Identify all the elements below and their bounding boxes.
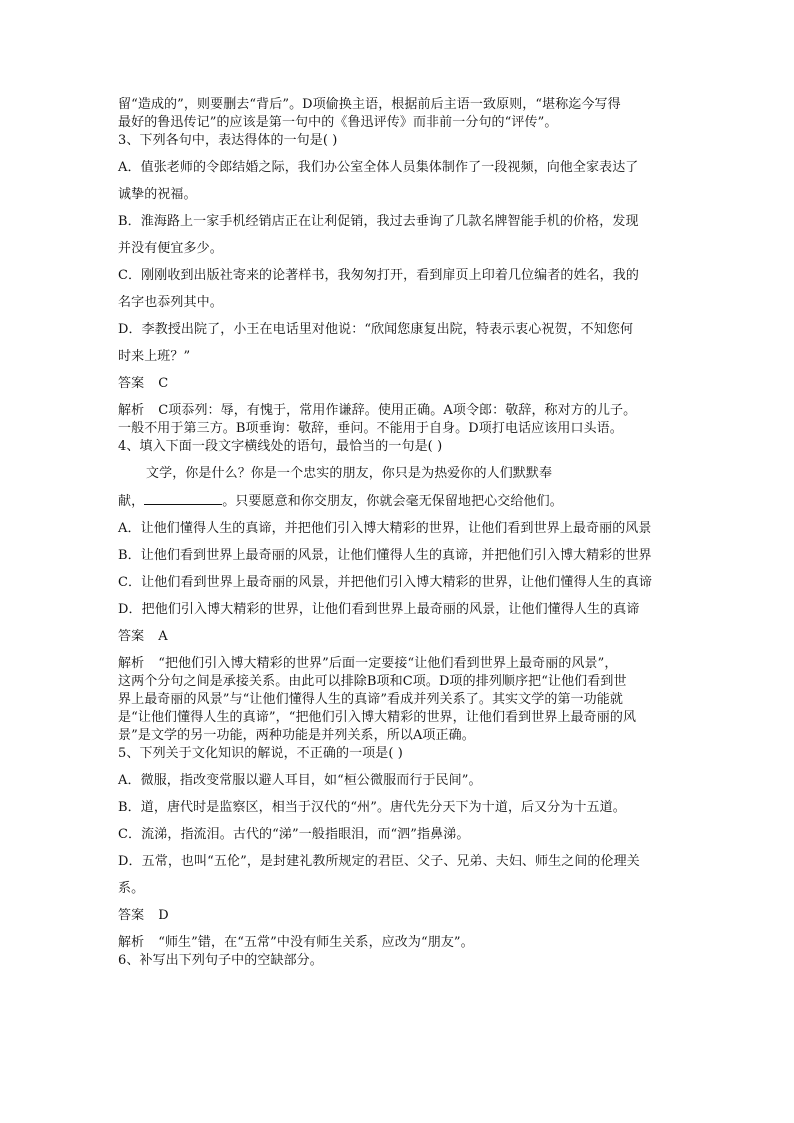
continued-explanation-line-2: 最好的鲁迅传记”的应该是第一句中的《鲁迅评传》而非前一分句的“评传”。 bbox=[118, 115, 558, 130]
q5-option-d-line-1: D．五常，也叫“五伦”，是封建礼教所规定的君臣、父子、兄弟、夫妇、师生之间的伦理关 bbox=[118, 854, 640, 869]
answer-label: 答案 bbox=[118, 908, 145, 923]
q4-option-b: B．让他们看到世界上最奇丽的风景，让他们懂得人生的真谛，并把他们引入博大精彩的世界 bbox=[118, 548, 652, 563]
passage-prefix: 献， bbox=[118, 494, 145, 509]
answer-value: A bbox=[158, 629, 168, 644]
q3-option-b-line-1: B．淮海路上一家手机经销店正在让利促销，我过去垂询了几款名牌智能手机的价格，发现 bbox=[118, 214, 639, 229]
q4-explanation-line-4: 是“让他们懂得人生的真谛”，“把他们引入博大精彩的世界，让他们看到世界上最奇丽的风 bbox=[118, 710, 637, 725]
q5-answer bbox=[118, 907, 678, 925]
explanation-label: 解析 bbox=[118, 935, 145, 950]
q5-explanation-line-1 bbox=[118, 934, 678, 952]
q4-option-d: D．把他们引入博大精彩的世界，让他们看到世界上最奇丽的风景，让他们懂得人生的真谛 bbox=[118, 602, 640, 617]
q4-option-c: C．让他们看到世界上最奇丽的风景，并把他们引入博大精彩的世界，让他们懂得人生的真谛 bbox=[118, 575, 653, 590]
q3-explanation-line-2: 一般不用于第三方。B项垂询：敬辞，垂问。不能用于自身。D项打电话应该用口头语。 bbox=[118, 421, 623, 436]
q4-explanation-line-3: 界上最奇丽的风景”与“让他们懂得人生的真谛”看成并列关系了。其实文学的第一功能就 bbox=[118, 692, 623, 707]
q3-option-a-line-2: 诚挚的祝福。 bbox=[118, 187, 197, 202]
q3-option-d-line-1: D．李教授出院了，小王在电话里对他说：“欣闻您康复出院，特表示衷心祝贺，不知您何 bbox=[118, 322, 634, 337]
document-page bbox=[118, 96, 678, 970]
q4-option-a: A．让他们懂得人生的真谛，并把他们引入博大精彩的世界，让他们看到世界上最奇丽的风景 bbox=[118, 521, 652, 536]
q5-option-a: A．微服，指改变常服以避人耳目，如“桓公微服而行于民间”。 bbox=[118, 773, 482, 788]
explanation-label: 解析 bbox=[118, 403, 145, 418]
fill-in-blank bbox=[144, 492, 222, 505]
question-5-stem: 5、下列关于文化知识的解说，不正确的一项是( ) bbox=[118, 746, 403, 761]
passage-suffix: 。只要愿意和你交朋友，你就会毫无保留地把心交给他们。 bbox=[222, 494, 563, 509]
answer-value: C bbox=[158, 376, 169, 391]
explanation-label: 解析 bbox=[118, 656, 145, 671]
q5-option-d-line-2: 系。 bbox=[118, 881, 145, 896]
answer-value: D bbox=[158, 908, 169, 923]
q3-option-c-line-1: C．刚刚收到出版社寄来的论著样书，我匆匆打开，看到扉页上印着几位编者的姓名，我的 bbox=[118, 268, 639, 283]
q4-explanation-line-5: 景”是文学的另一功能，两种功能是并列关系，所以A项正确。 bbox=[118, 728, 475, 743]
q3-answer bbox=[118, 375, 678, 393]
q3-explanation-line-1 bbox=[118, 402, 678, 420]
q5-option-c: C．流涕，指流泪。古代的“涕”一般指眼泪，而“泗”指鼻涕。 bbox=[118, 827, 470, 842]
question-4-stem: 4、填入下面一段文字横线处的语句，最恰当的一句是( ) bbox=[118, 439, 443, 454]
explanation-text: C项忝列：辱，有愧于，常用作谦辞。使用正确。A项令郎：敬辞，称对方的儿子。 bbox=[158, 403, 637, 418]
q4-passage-line-2 bbox=[118, 492, 678, 511]
question-3-stem: 3、下列各句中，表达得体的一句是( ) bbox=[118, 133, 338, 148]
q3-option-c-line-2: 名字也忝列其中。 bbox=[118, 295, 223, 310]
q4-answer bbox=[118, 628, 678, 646]
q3-option-b-line-2: 并没有便宜多少。 bbox=[118, 241, 223, 256]
answer-label: 答案 bbox=[118, 629, 145, 644]
q4-explanation-line-2: 这两个分句之间是承接关系。由此可以排除B项和C项。D项的排列顺序把“让他们看到世 bbox=[118, 674, 627, 689]
q3-option-a-line-1: A．值张老师的令郎结婚之际，我们办公室全体人员集体制作了一段视频，向他全家表达了 bbox=[118, 160, 639, 175]
q5-option-b: B．道，唐代时是监察区，相当于汉代的“州”。唐代先分天下为十道，后又分为十五道。 bbox=[118, 800, 626, 815]
explanation-text: “师生”错，在“五常”中没有师生关系，应改为“朋友”。 bbox=[158, 935, 474, 950]
explanation-text: “把他们引入博大精彩的世界”后面一定要接“让他们看到世界上最奇丽的风景”， bbox=[158, 656, 618, 671]
question-6-stem: 6、补写出下列句子中的空缺部分。 bbox=[118, 953, 323, 968]
q4-passage-line-1: 文学，你是什么？你是一个忠实的朋友，你只是为热爱你的人们默默奉 bbox=[146, 466, 553, 481]
answer-label: 答案 bbox=[118, 376, 145, 391]
q4-explanation-line-1 bbox=[118, 655, 678, 673]
continued-explanation-line-1: 留“造成的”，则要删去“背后”。D项偷换主语，根据前后主语一致原则，“堪称迄今写得 bbox=[118, 97, 621, 112]
q3-option-d-line-2: 时来上班？” bbox=[118, 349, 191, 364]
